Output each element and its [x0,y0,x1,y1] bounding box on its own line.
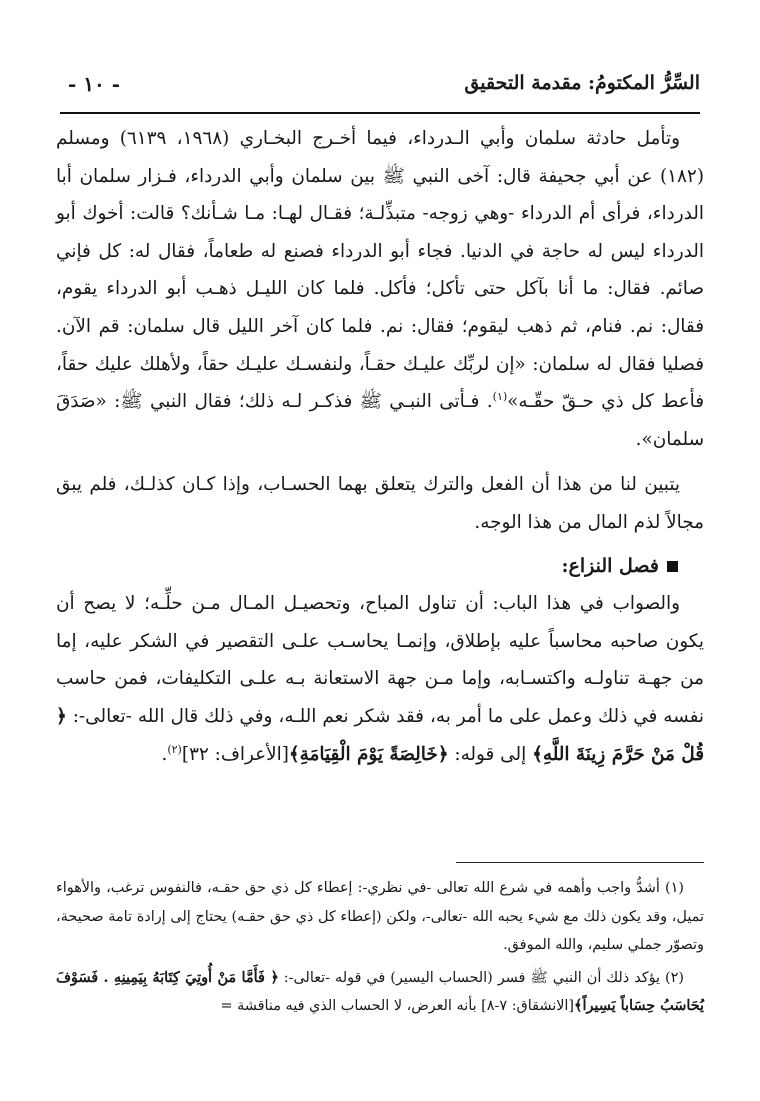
footnote-text: [الانشقاق: ٧-٨] بأنه العرض، لا الحساب الذي فيه مناقشة = [220,998,575,1014]
running-title: السِّرُّ المكتومُ: مقدمة التحقيق [464,72,700,94]
section-heading-label: فصل النزاع: [561,554,659,577]
paragraph [56,585,704,773]
paragraph: يتبين لنا من هذا أن الفعل والترك يتعلق بهما الحسـاب، وإذا كـان كذلـك، فلم يبق مجالاً لذم المال من هذا الوجه. [56,474,704,533]
footnote-rule [456,862,704,863]
page-header [60,70,700,114]
paragraph-text: والصواب في هذا الباب: أن تناول المباح، وتحصيـل المـال مـن حلِّـه؛ لا يصح أن يكون صاحبه محاسباً عليه بإطلاق، وإنمـا يحاسـب علـى التقصير في الشكر عليه، إما من جهـة تناولـه واكتسـابه، وإما مـن جهة الاستعانة بـه علـى التكليفات، فمن حاسب نفسه في ذلك وعمل على ما أمر به، فقد شكر نعم اللـه، وفي ذلك قال الله -تعالى-: [56,593,704,727]
footnote-ref: (٢) [167,742,182,756]
quran-verse: ﴿ قُلْ مَنْ حَرَّمَ زِينَةَ اللَّهِ﴾ [56,705,704,765]
footnote [56,964,704,1021]
paragraph-text: وتأمل حادثة سلمان وأبي الـدرداء، فيما أخـرج البخـاري (١٩٦٨، ٦١٣٩) ومسلم (١٨٢) عن أبي جحيفة قال: آخى النبي ﷺ بين سلمان وأبي الدرداء، فـزار سلمان أبا الدرداء، فرأى أم الدرداء -وهي زوجه- متبذِّلـة؛ فقـال لهـا: مـا شـأنك؟ قالت: أخوك أبو الدرداء ليس له حاجة في الدنيا. فجاء أبو الدرداء فصنع له طعاماً، فقال له: كل فإني صائم. فقال: ما أنا بآكل حتى تأكل؛ فأكل. فلما كان الليـل ذهـب أبو الدرداء يقوم، فقال: نم. فنام، ثم ذهب ليقوم؛ فقال: نم. فلما كان آخر الليل قال سلمان: قم الآن. فصليا فقال له سلمان: «إن لربِّك عليـك حقـاً، ولنفسـك عليـك حقاً، ولأهلك عليك حقاً، فأعط كل ذي حـقّ حقّـه» [56,128,704,413]
page-number: - ١٠ - [68,72,121,96]
header-rule [60,112,700,114]
footnote-ref: (١) [492,390,508,404]
section-heading [56,548,704,586]
verse-reference: [الأعراف: ٣٢] [181,743,289,765]
footnotes [56,874,704,1021]
quran-verse: ﴿خَالِصَةً يَوْمَ الْقِيَامَةِ﴾ [288,743,449,765]
paragraph-text: إلى قوله: [448,743,533,765]
main-text [56,120,704,773]
footnote-text: (٢) يؤكد ذلك أن النبي ﷺ فسر (الحساب اليسير) في قوله -تعالى-: [278,969,684,986]
paragraph [56,120,704,458]
paragraph-text: . فـأتى النبـي ﷺ فذكـر لـه ذلك؛ فقال النبي ﷺ: «صَدَقَ سلمان». [56,391,704,450]
quran-verse: ﴿ فَأَمَّا مَنْ أُوتِيَ كِتَابَهُ بِيَمِينِهِ . فَسَوْفَ يُحَاسَبُ حِسَاباً يَسِيراً﴾ [56,968,704,1014]
footnote: (١) أشدُّ واجب وأهمه في شرع الله تعالى -في نظري-: إعطاء كل ذي حق حقـه، فالنفوس ترغب، والأهواء تميل، وقد يكون ذلك مع شيء يحبه الله -تعالى-، ولكن (إعطاء كل ذي حق حقـه) يحتاج إلى إرادة تامة صحيحة، وتصوّر جملي سليم، والله الموفق. [56,880,704,953]
paragraph-text: . [161,743,168,765]
square-bullet-icon [667,561,678,572]
